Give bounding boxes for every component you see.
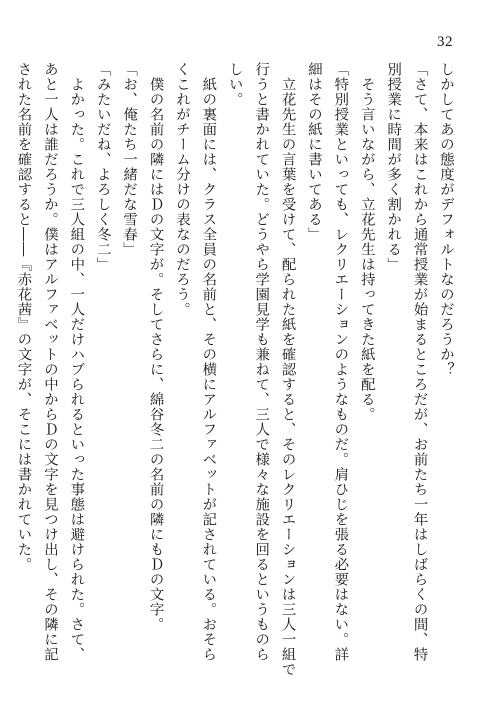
text-line: そう言いながら、立花先生は持ってきた紙を配る。 xyxy=(358,62,375,422)
text-line: 「特別授業といっても、レクリエーションのようなものだ。肩ひじを張る必要はない。詳 xyxy=(332,62,349,662)
text-line: 別授業に時間が多く割かれる」 xyxy=(385,62,402,272)
text-line: 行うと書かれていた。どうやら学園見学も兼ねて、三人で様々な施設を回るというものら xyxy=(253,62,270,662)
text-line: あと一人は誰だろうか。僕はアルファベットの中からＤの文字を見つけ出し、その隣に記 xyxy=(41,62,58,662)
text-line: よかった。これで三人組の中、一人だけハブられるといった事態は避けられた。さて、 xyxy=(68,62,85,662)
text-line: しい。 xyxy=(226,62,243,107)
page-number: 32 xyxy=(437,34,453,50)
text-line: 「みたいだね、よろしく冬二」 xyxy=(94,62,111,272)
text-line: 「さて、本来はこれから通常授業が始まるところだが、お前たち一年はしばらくの間、特 xyxy=(411,62,428,662)
text-line: 僕の名前の隣にはＤの文字が。そしてさらに、綿谷冬二の名前の隣にもＤの文字。 xyxy=(147,62,164,632)
text-line: くこれがチーム分けの表なのだろう。 xyxy=(173,62,190,317)
text-line: 「お、俺たち一緒だな雪春」 xyxy=(121,62,138,257)
text-line: 紙の裏面には、クラス全員の名前と、その横にアルファベットが記されている。おそら xyxy=(200,62,217,662)
text-line: された名前を確認すると――『赤花茜』の文字が、そこには書かれていた。 xyxy=(15,62,32,572)
vertical-text-body xyxy=(15,62,459,677)
text-line: 立花先生の言葉を受けて、配られた紙を確認すると、そのレクリエーションは三人一組で xyxy=(279,62,296,677)
text-line: 細はその紙に書いてある」 xyxy=(305,62,322,242)
text-line: しかしてあの態度がデフォルトなのだろうか？ xyxy=(438,62,454,377)
